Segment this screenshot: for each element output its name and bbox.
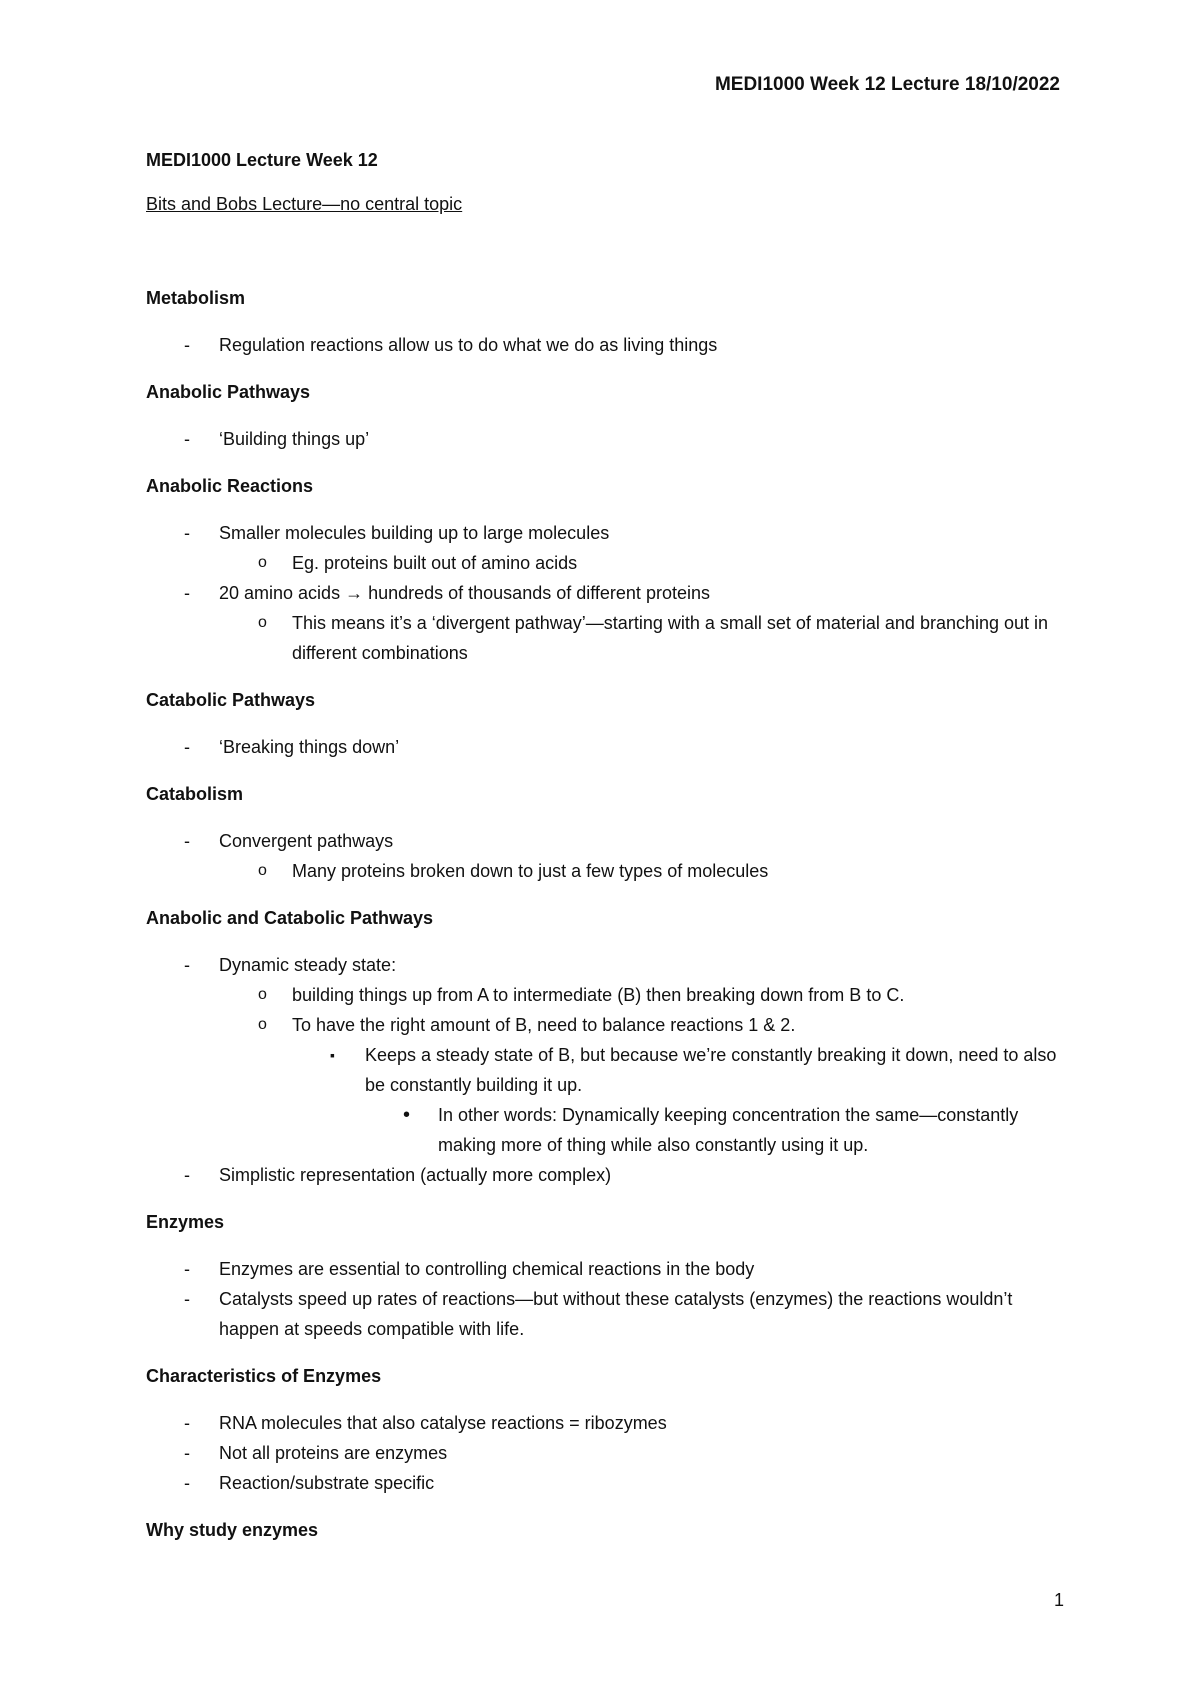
page-number: 1 [1053,1590,1064,1610]
document-body [146,148,1066,1542]
sub-sub-list-item-text: Keeps a steady state of B, but because we’re constantly breaking it down, need to also be constantly building it up. [365,1045,1057,1095]
list-item [146,950,1066,1160]
list-item: - Enzymes are essential to controlling chemical reactions in the body [146,1254,1066,1284]
list-item: - Not all proteins are enzymes [146,1438,1066,1468]
sub-list-item: o building things up from A to intermediate (B) then breaking down from B to C. [292,980,1066,1010]
list-item: - Catalysts speed up rates of reactions—but without these catalysts (enzymes) the reactions wouldn’t happen at speeds compatible with life. [146,1284,1066,1344]
section-heading: Enzymes [146,1212,225,1232]
running-header: MEDI1000 Week 12 Lecture 18/10/2022 [714,74,1060,95]
section-enzymes [146,1210,1066,1344]
sub-list [219,980,1066,1160]
section-heading: Metabolism [146,288,246,308]
section-heading: Catabolic Pathways [146,690,316,710]
list-item: - Simplistic representation (actually more complex) [146,1160,1066,1190]
sub-list-item-text: To have the right amount of B, need to balance reactions 1 & 2. [292,1015,796,1035]
bullet-list [146,732,1066,762]
list-item: - Reaction/substrate specific [146,1468,1066,1498]
sub-sub-list-item [365,1040,1066,1160]
section-heading: Anabolic and Catabolic Pathways [146,908,434,928]
section-metabolism [146,286,1066,360]
bullet-list [146,330,1066,360]
sub-list-item: o Many proteins broken down to just a few types of molecules [292,856,1066,886]
bullet-list [146,826,1066,886]
list-item: - ‘Building things up’ [146,424,1066,454]
section-catabolic-pathways [146,688,1066,762]
sub-list [219,548,1066,578]
sub-sub-list [292,1040,1066,1160]
section-heading: Characteristics of Enzymes [146,1366,382,1386]
list-item [146,518,1066,578]
document-subtitle: Bits and Bobs Lecture—no central topic [146,194,463,214]
bullet-list [146,424,1066,454]
section-heading: Why study enzymes [146,1520,319,1540]
bullet-list [146,518,1066,668]
list-item-text: Smaller molecules building up to large molecules [219,523,610,543]
sub-list-item: o Eg. proteins built out of amino acids [292,548,1066,578]
sub-list-item [292,1010,1066,1160]
document-title: MEDI1000 Lecture Week 12 [146,150,378,170]
section-heading: Anabolic Pathways [146,382,311,402]
bullet-list [146,1254,1066,1344]
section-anabolic-catabolic [146,906,1066,1190]
list-item [146,578,1066,668]
section-catabolism [146,782,1066,886]
sub-list [219,608,1066,668]
section-anabolic-pathways [146,380,1066,454]
bullet-list [146,950,1066,1190]
section-why-study-enzymes [146,1518,1066,1542]
list-item: - RNA molecules that also catalyse reactions = ribozymes [146,1408,1066,1438]
section-characteristics-of-enzymes [146,1364,1066,1498]
sub-list [219,856,1066,886]
list-item-text: 20 amino acids → hundreds of thousands of different proteins [219,583,710,603]
list-item: - ‘Breaking things down’ [146,732,1066,762]
bullet-list [146,1408,1066,1498]
section-heading: Anabolic Reactions [146,476,314,496]
list-item: - Regulation reactions allow us to do what we do as living things [146,330,1066,360]
section-heading: Catabolism [146,784,244,804]
deep-list-item: • In other words: Dynamically keeping concentration the same—constantly making more of thing while also constantly using it up. [438,1100,1066,1160]
section-anabolic-reactions [146,474,1066,668]
list-item-text: Dynamic steady state: [219,955,397,975]
list-item [146,826,1066,886]
sub-list-item: o This means it’s a ‘divergent pathway’—starting with a small set of material and branching out in different combinations [292,608,1066,668]
list-item-text: Convergent pathways [219,831,394,851]
deep-list [365,1100,1066,1160]
